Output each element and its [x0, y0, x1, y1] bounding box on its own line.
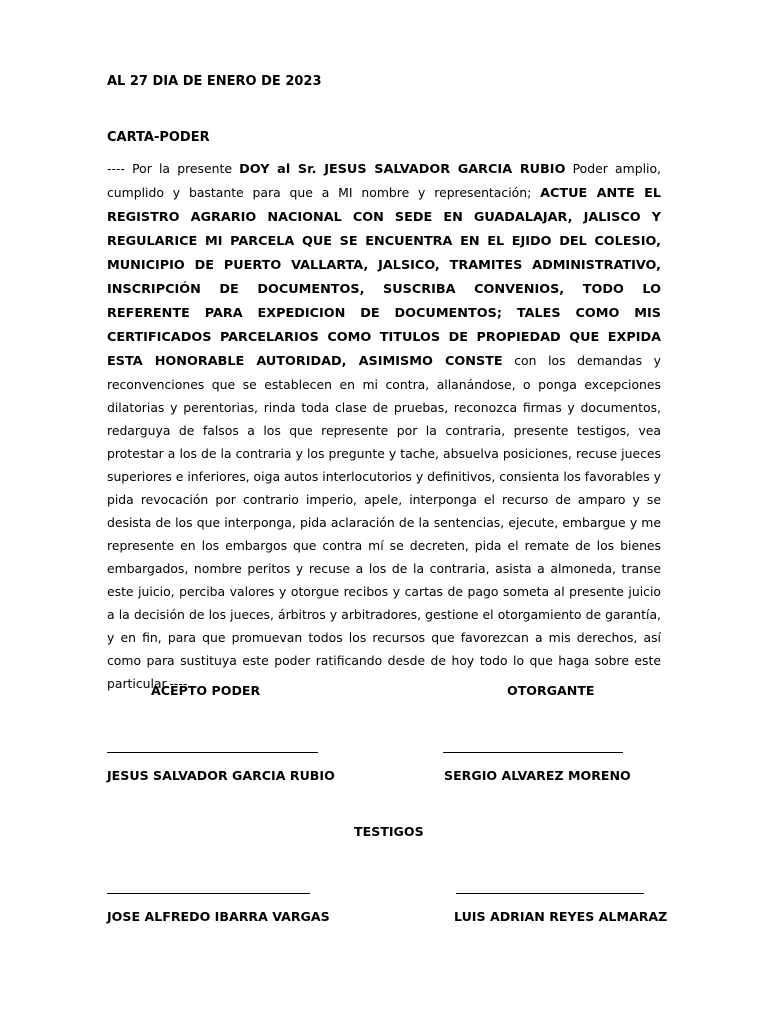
testigo2-signature-line — [456, 893, 644, 894]
otorgante-name: SERGIO ALVAREZ MORENO — [444, 768, 631, 783]
acepto-poder-label: ACEPTO PODER — [151, 683, 261, 698]
testigo2-name: LUIS ADRIAN REYES ALMARAZ — [454, 909, 668, 924]
document-title: CARTA-PODER — [107, 130, 210, 145]
body-text-2: Poder amplio, cumplido y bastante para que a MI nombre y representación; — [107, 161, 661, 200]
testigos-label: TESTIGOS — [354, 824, 424, 839]
body-text-3: con los demandas y reconvenciones que se establecen en mi contra, allanándose, o ponga excepciones dilatorias y perentorias, rinda toda clase de pruebas, reconozca firmas y documentos, redarguya de falsos a los que represente por la contraria, presente testigos, vea protestar a los de la contraria y los pregunte y tache, absuelva posiciones, recuse jueces superiores e inferiores, oiga autos interlocutorios y definitivos, consienta los favorables y pida revocación por contrario imperio, apele, interponga el recurso de amparo y se desista de los que interponga, pida aclaración de la sentencias, ejecute, embargue y me represente en los embargos que contra mí se decreten, pida el remate de los bienes embargados, nombre peritos y recuse a los de la contraria, asista a almoneda, transe este juicio, perciba valores y otorgue recibos y cartas de pago someta al presente juicio a la decisión de los jueces, árbitros y arbitradores, gestione el otorgamiento de garantía, y en fin, para que promuevan todos los recursos que favorezcan a mis derechos, así como para sustituya este poder ratificando desde de hoy todo lo que haga sobre este particular.---- — [107, 353, 661, 691]
date-line: AL 27 DIA DE ENERO DE 2023 — [107, 74, 322, 89]
body-bold-2: ACTUE ANTE EL REGISTRO AGRARIO NACIONAL CON SEDE EN GUADALAJAR, JALISCO Y REGULARICE MI PARCELA QUE SE ENCUENTRA EN EL EJIDO DEL COLESIO, MUNICIPIO DE PUERTO VALLARTA, JALSICO, TRAMITES ADMINISTRATIVO, INSCRIPCIÓN DE DOCUMENTOS, SUSCRIBA CONVENIOS, TODO LO REFERENTE PARA EXPEDICION DE DOCUMENTOS; TALES COMO MIS CERTIFICADOS PARCELARIOS COMO TITULOS DE PROPIEDAD QUE EXPIDA ESTA HONORABLE AUTORIDAD, ASIMISMO CONSTE — [107, 186, 661, 369]
apoderado-signature-line — [107, 752, 318, 753]
testigo1-name: JOSE ALFREDO IBARRA VARGAS — [107, 909, 330, 924]
otorgante-signature-line — [443, 752, 623, 753]
body-text-1: ---- Por la presente — [107, 161, 240, 176]
testigo1-signature-line — [107, 893, 310, 894]
body-paragraph — [107, 157, 661, 695]
otorgante-label: OTORGANTE — [507, 683, 595, 698]
apoderado-name: JESUS SALVADOR GARCIA RUBIO — [107, 768, 335, 783]
body-bold-1: DOY al Sr. JESUS SALVADOR GARCIA RUBIO — [239, 162, 566, 177]
